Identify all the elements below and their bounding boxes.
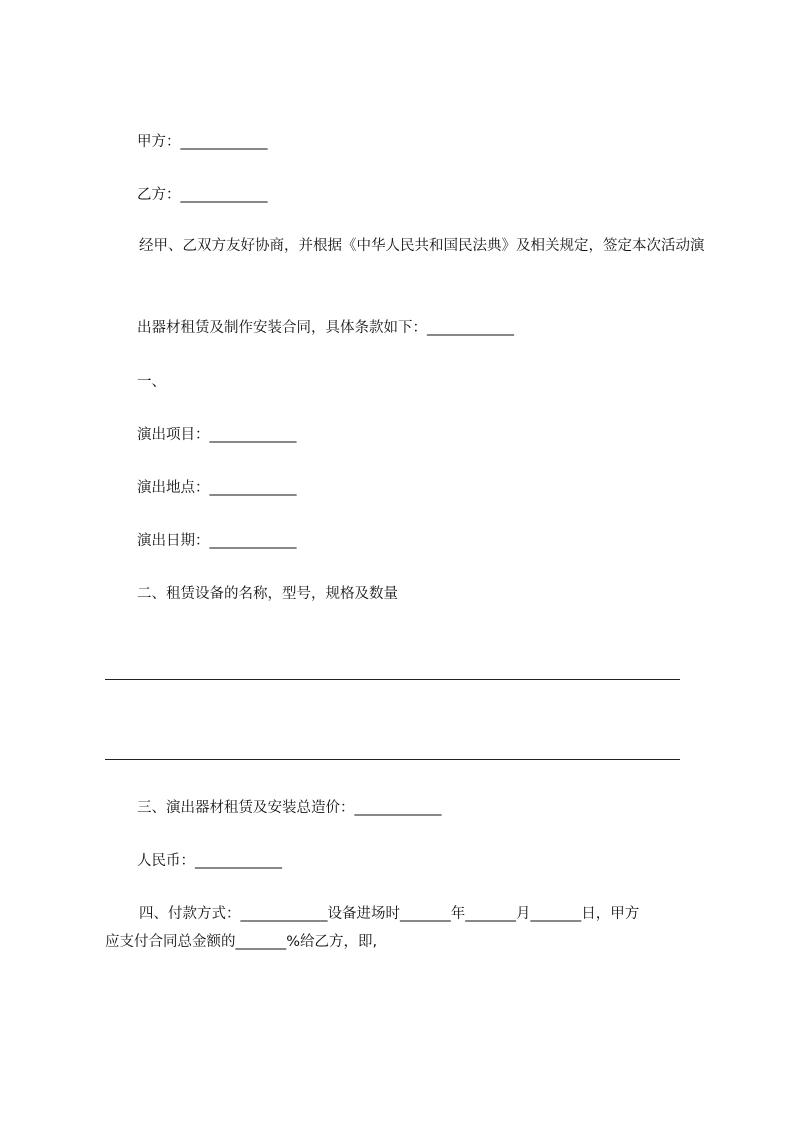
intro-paragraph bbox=[105, 232, 705, 260]
intro-continuation: 出器材租赁及制作安装合同，具体条款如下：____________ bbox=[137, 320, 514, 336]
party-a-line: 甲方：____________ bbox=[137, 134, 268, 150]
party-b-line: 乙方：____________ bbox=[137, 187, 268, 203]
show-location-line: 演出地点：____________ bbox=[137, 480, 297, 496]
section-2-heading: 二、租赁设备的名称，型号，规格及数量 bbox=[137, 586, 398, 602]
show-project-line: 演出项目：____________ bbox=[137, 427, 297, 443]
section-1-heading: 一、 bbox=[137, 374, 166, 390]
intro-line-1: 经甲、乙双方友好协商，并根据《中华人民共和国民法典》及相关规定，签定本次活动演 bbox=[139, 238, 705, 254]
section-4-line-1: 四、付款方式：____________设备进场时_______年_______月_______日，甲方 bbox=[139, 906, 640, 922]
rmb-line: 人民币：____________ bbox=[137, 853, 282, 869]
equipment-blank-rule-1 bbox=[105, 679, 680, 680]
show-date-line: 演出日期：____________ bbox=[137, 533, 297, 549]
equipment-blank-rule-2 bbox=[105, 759, 680, 760]
section-4-line-2: 应支付合同总金额的_______%给乙方，即, bbox=[105, 934, 378, 950]
section-3-line: 三、演出器材租赁及安装总造价：____________ bbox=[137, 800, 442, 816]
section-4-paragraph bbox=[105, 900, 705, 928]
